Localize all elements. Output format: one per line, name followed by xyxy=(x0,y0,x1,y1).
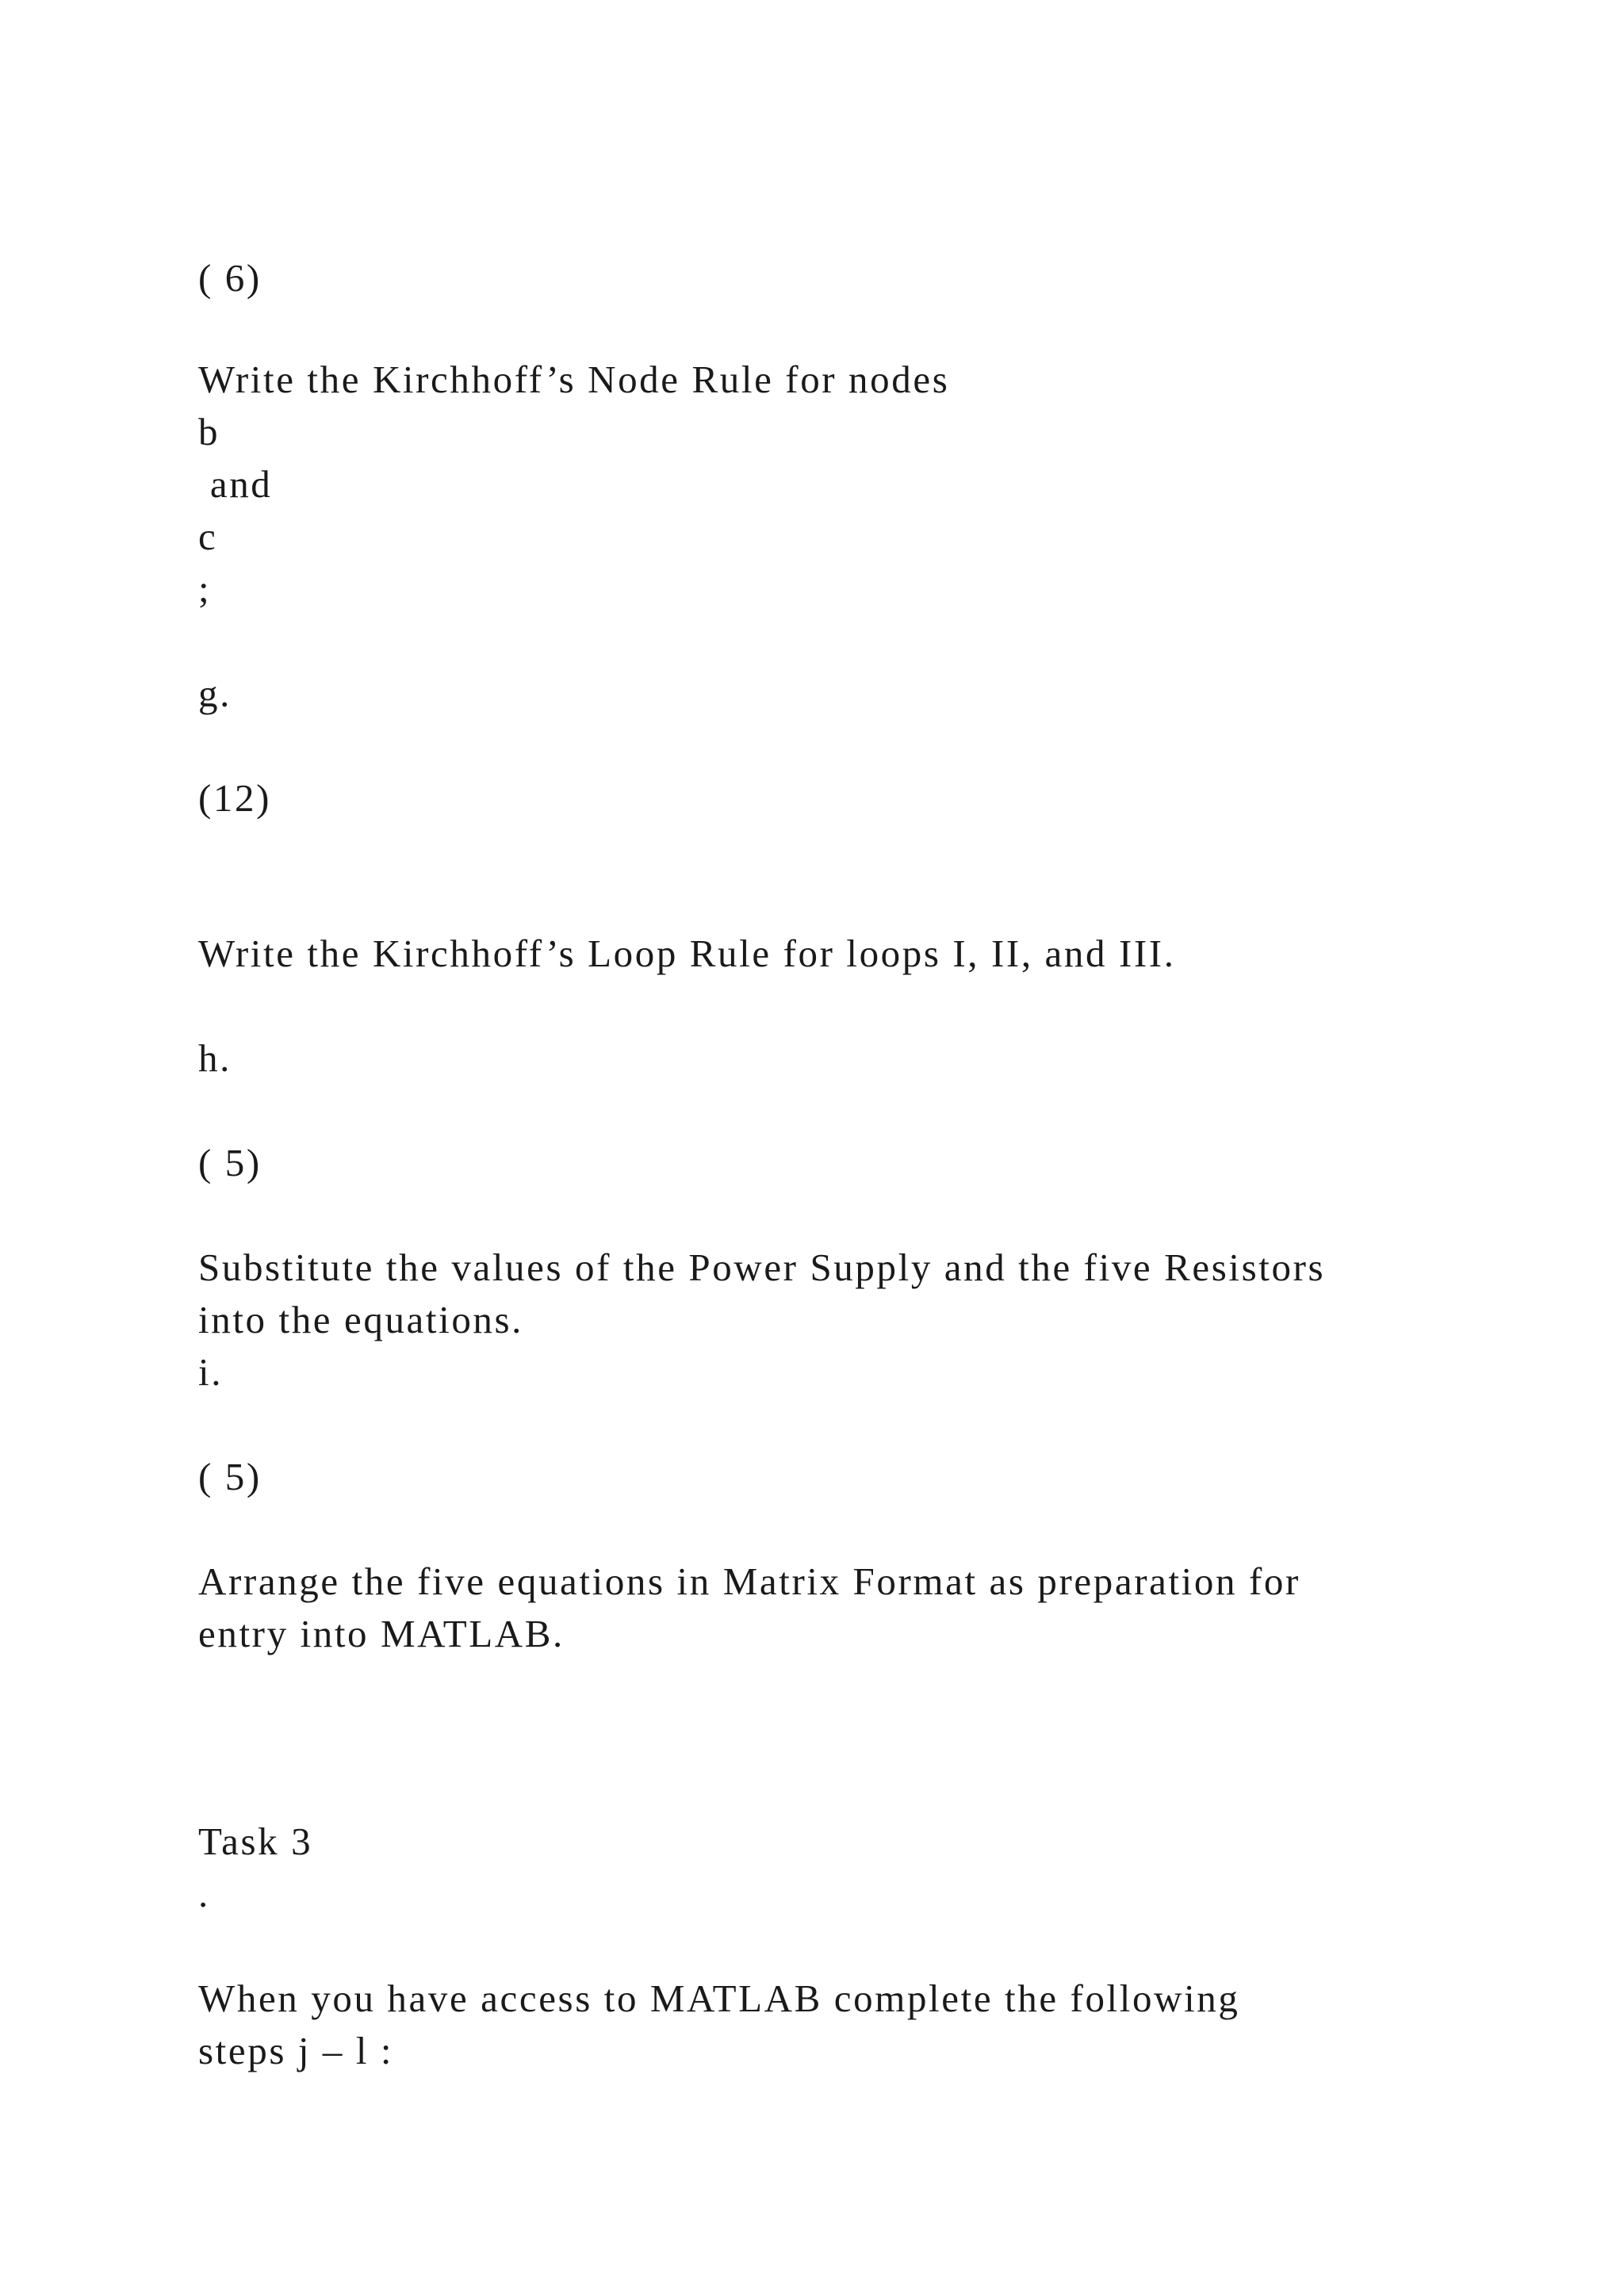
step-h-label: h. xyxy=(198,1036,232,1080)
loop-rule-instruction: Write the Kirchhoff’s Loop Rule for loops I, II, and III. xyxy=(198,932,1176,975)
task-3-period: . xyxy=(198,1872,210,1915)
matlab-instruction-2: steps j – l : xyxy=(198,2029,394,2072)
matrix-instruction-1: Arrange the five equations in Matrix Format as preparation for xyxy=(198,1559,1300,1603)
points-label-5a: ( 5) xyxy=(198,1141,262,1184)
points-label-5b: ( 5) xyxy=(198,1455,262,1498)
substitute-instruction-1: Substitute the values of the Power Supply and the five Resistors xyxy=(198,1246,1326,1289)
step-g-label: g. xyxy=(198,672,232,715)
node-b: b xyxy=(198,410,220,453)
node-rule-instruction: Write the Kirchhoff’s Node Rule for nodes xyxy=(198,358,950,401)
points-label-6: ( 6) xyxy=(198,256,262,300)
matrix-instruction-2: entry into MATLAB. xyxy=(198,1612,565,1655)
matlab-instruction-1: When you have access to MATLAB complete the following xyxy=(198,1976,1240,2020)
substitute-instruction-2: into the equations. xyxy=(198,1298,524,1341)
task-3-heading: Task 3 xyxy=(198,1820,313,1863)
conjunction-and: and xyxy=(198,462,273,506)
semicolon: ; xyxy=(198,567,212,610)
node-c: c xyxy=(198,515,218,558)
points-label-12: (12) xyxy=(198,776,272,820)
step-i-label: i. xyxy=(198,1350,224,1394)
